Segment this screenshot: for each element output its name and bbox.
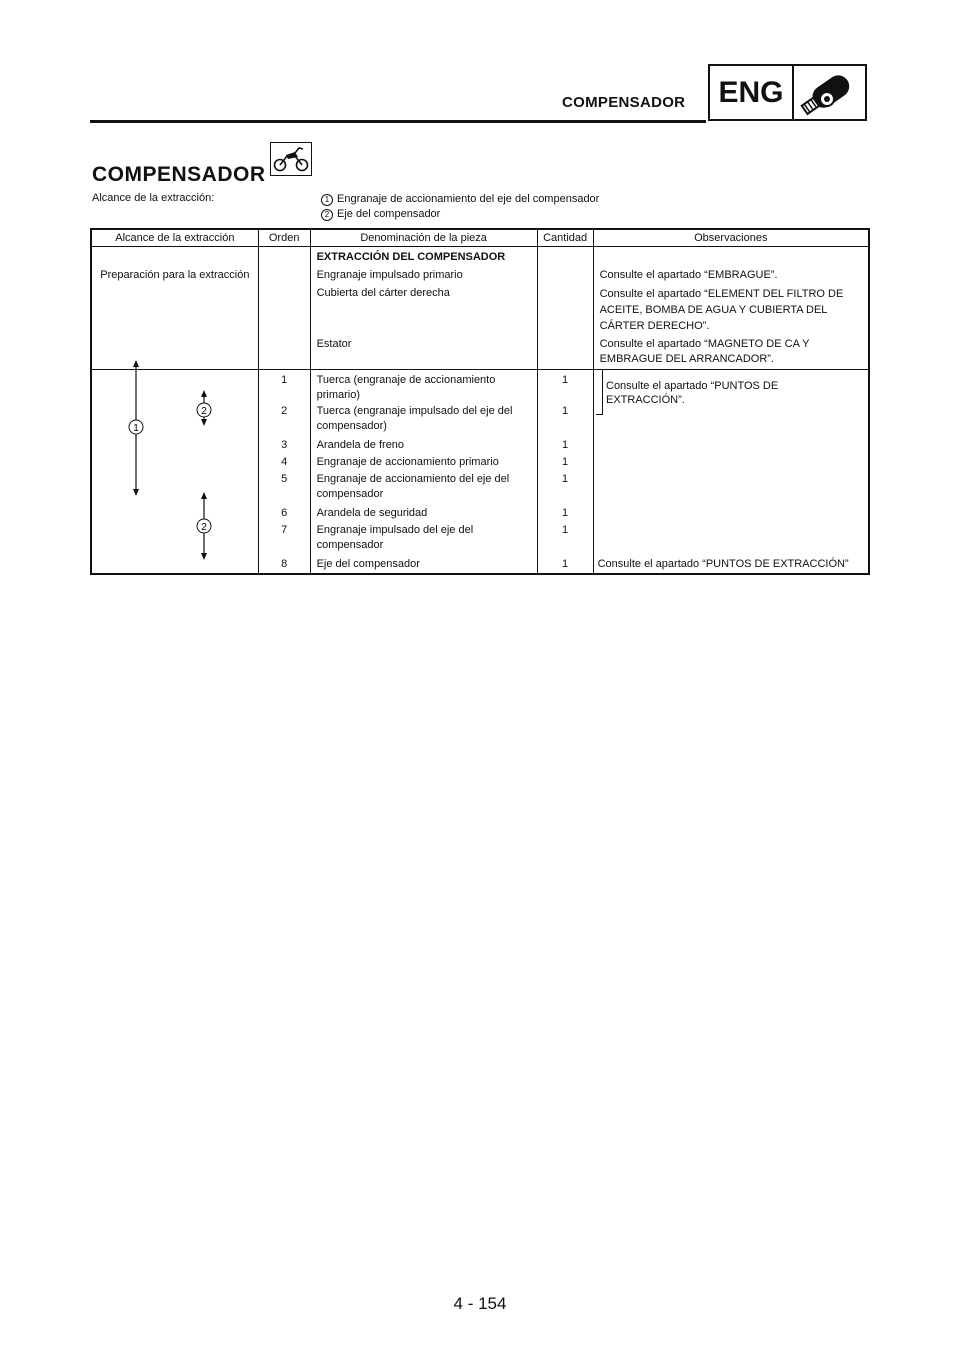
observation (593, 506, 869, 523)
order-number: 8 (258, 557, 310, 574)
table-header-row (91, 229, 869, 247)
procedure-heading: EXTRACCIÓN DEL COMPENSADOR (310, 247, 537, 266)
observation (593, 404, 869, 438)
table-row (91, 265, 869, 283)
col-header-scope: Alcance de la extracción (91, 229, 258, 247)
range-label-2a: 2 (201, 406, 207, 417)
observation (593, 438, 869, 455)
quantity: 1 (537, 506, 593, 523)
scope-list (321, 192, 599, 222)
part-name: Tuerca (engranaje impulsado del eje del compensador) (310, 404, 537, 438)
observation (593, 455, 869, 472)
disassembly-range-diagram (90, 360, 258, 560)
part-name: Arandela de freno (310, 438, 537, 455)
table-row (91, 247, 869, 266)
col-header-order: Orden (258, 229, 310, 247)
eng-tab (708, 64, 867, 121)
scope-item-text: Engranaje de accionamiento del eje del compensador (337, 193, 600, 205)
range-label-1: 1 (133, 423, 139, 434)
part-name: Engranaje de accionamiento del eje del compensador (310, 472, 537, 506)
col-header-notes: Observaciones (593, 229, 869, 247)
arrow-head-down (133, 489, 139, 496)
order-number: 3 (258, 438, 310, 455)
page-number: 4 - 154 (453, 1294, 507, 1313)
eng-tab-label: ENG (710, 66, 794, 119)
quantity: 1 (537, 523, 593, 557)
part-name: Eje del compensador (310, 557, 537, 574)
col-header-qty: Cantidad (537, 229, 593, 247)
motorcycle-icon (270, 142, 312, 176)
part-name: Engranaje impulsado del eje del compensador (310, 523, 537, 557)
arrow-head-up (201, 390, 207, 397)
header-rule (90, 120, 706, 123)
order-number: 4 (258, 455, 310, 472)
scope-label: Alcance de la extracción: (92, 192, 215, 204)
observation (593, 523, 869, 557)
bracket-note: Consulte el apartado “PUNTOS DE EXTRACCIÓN”. (606, 380, 779, 406)
scope-item-number: 2 (321, 209, 333, 221)
order-number: 5 (258, 472, 310, 506)
scope-item (321, 192, 599, 207)
order-number: 7 (258, 523, 310, 557)
range-label-2b: 2 (201, 522, 207, 533)
part-name: Cubierta del cárter derecha (310, 283, 537, 334)
arrow-head-up (133, 360, 139, 367)
col-header-part: Denominación de la pieza (310, 229, 537, 247)
header-section-title: COMPENSADOR (562, 94, 686, 111)
arrow-head-up (201, 492, 207, 499)
observation: Consulte el apartado “ELEMENT DEL FILTRO DE ACEITE, BOMBA DE AGUA Y CUBIERTA DEL CÁRTER DERECHO”. (599, 288, 844, 332)
arrow-head-down (201, 553, 207, 560)
scope-item-number: 1 (321, 194, 333, 206)
quantity: 1 (537, 557, 593, 574)
section-title: COMPENSADOR (92, 163, 266, 186)
scope-item (321, 207, 599, 222)
part-name: Tuerca (engranaje de accionamiento primario) (310, 370, 537, 404)
engine-piston-icon (794, 66, 865, 119)
table-row (91, 283, 869, 334)
part-name: Arandela de seguridad (310, 506, 537, 523)
bracket-line (596, 369, 603, 415)
observation: Consulte el apartado “MAGNETO DE CA Y EMBRAGUE DEL ARRANCADOR”. (599, 338, 810, 365)
arrow-head-down (201, 419, 207, 426)
quantity: 1 (537, 370, 593, 404)
order-number: 6 (258, 506, 310, 523)
quantity: 1 (537, 404, 593, 438)
order-number: 1 (258, 370, 310, 404)
part-name: Engranaje de accionamiento primario (310, 455, 537, 472)
observation (593, 472, 869, 506)
quantity: 1 (537, 455, 593, 472)
part-name: Engranaje impulsado primario (310, 265, 537, 283)
observation: Consulte el apartado “PUNTOS DE EXTRACCIÓN” (597, 557, 849, 570)
observation: Consulte el apartado “EMBRAGUE”. (599, 269, 778, 281)
part-name: Estator (310, 334, 537, 370)
quantity: 1 (537, 438, 593, 455)
quantity: 1 (537, 472, 593, 506)
order-number: 2 (258, 404, 310, 438)
scope-item-text: Eje del compensador (337, 208, 441, 220)
prep-scope: Preparación para la extracción (91, 265, 258, 283)
